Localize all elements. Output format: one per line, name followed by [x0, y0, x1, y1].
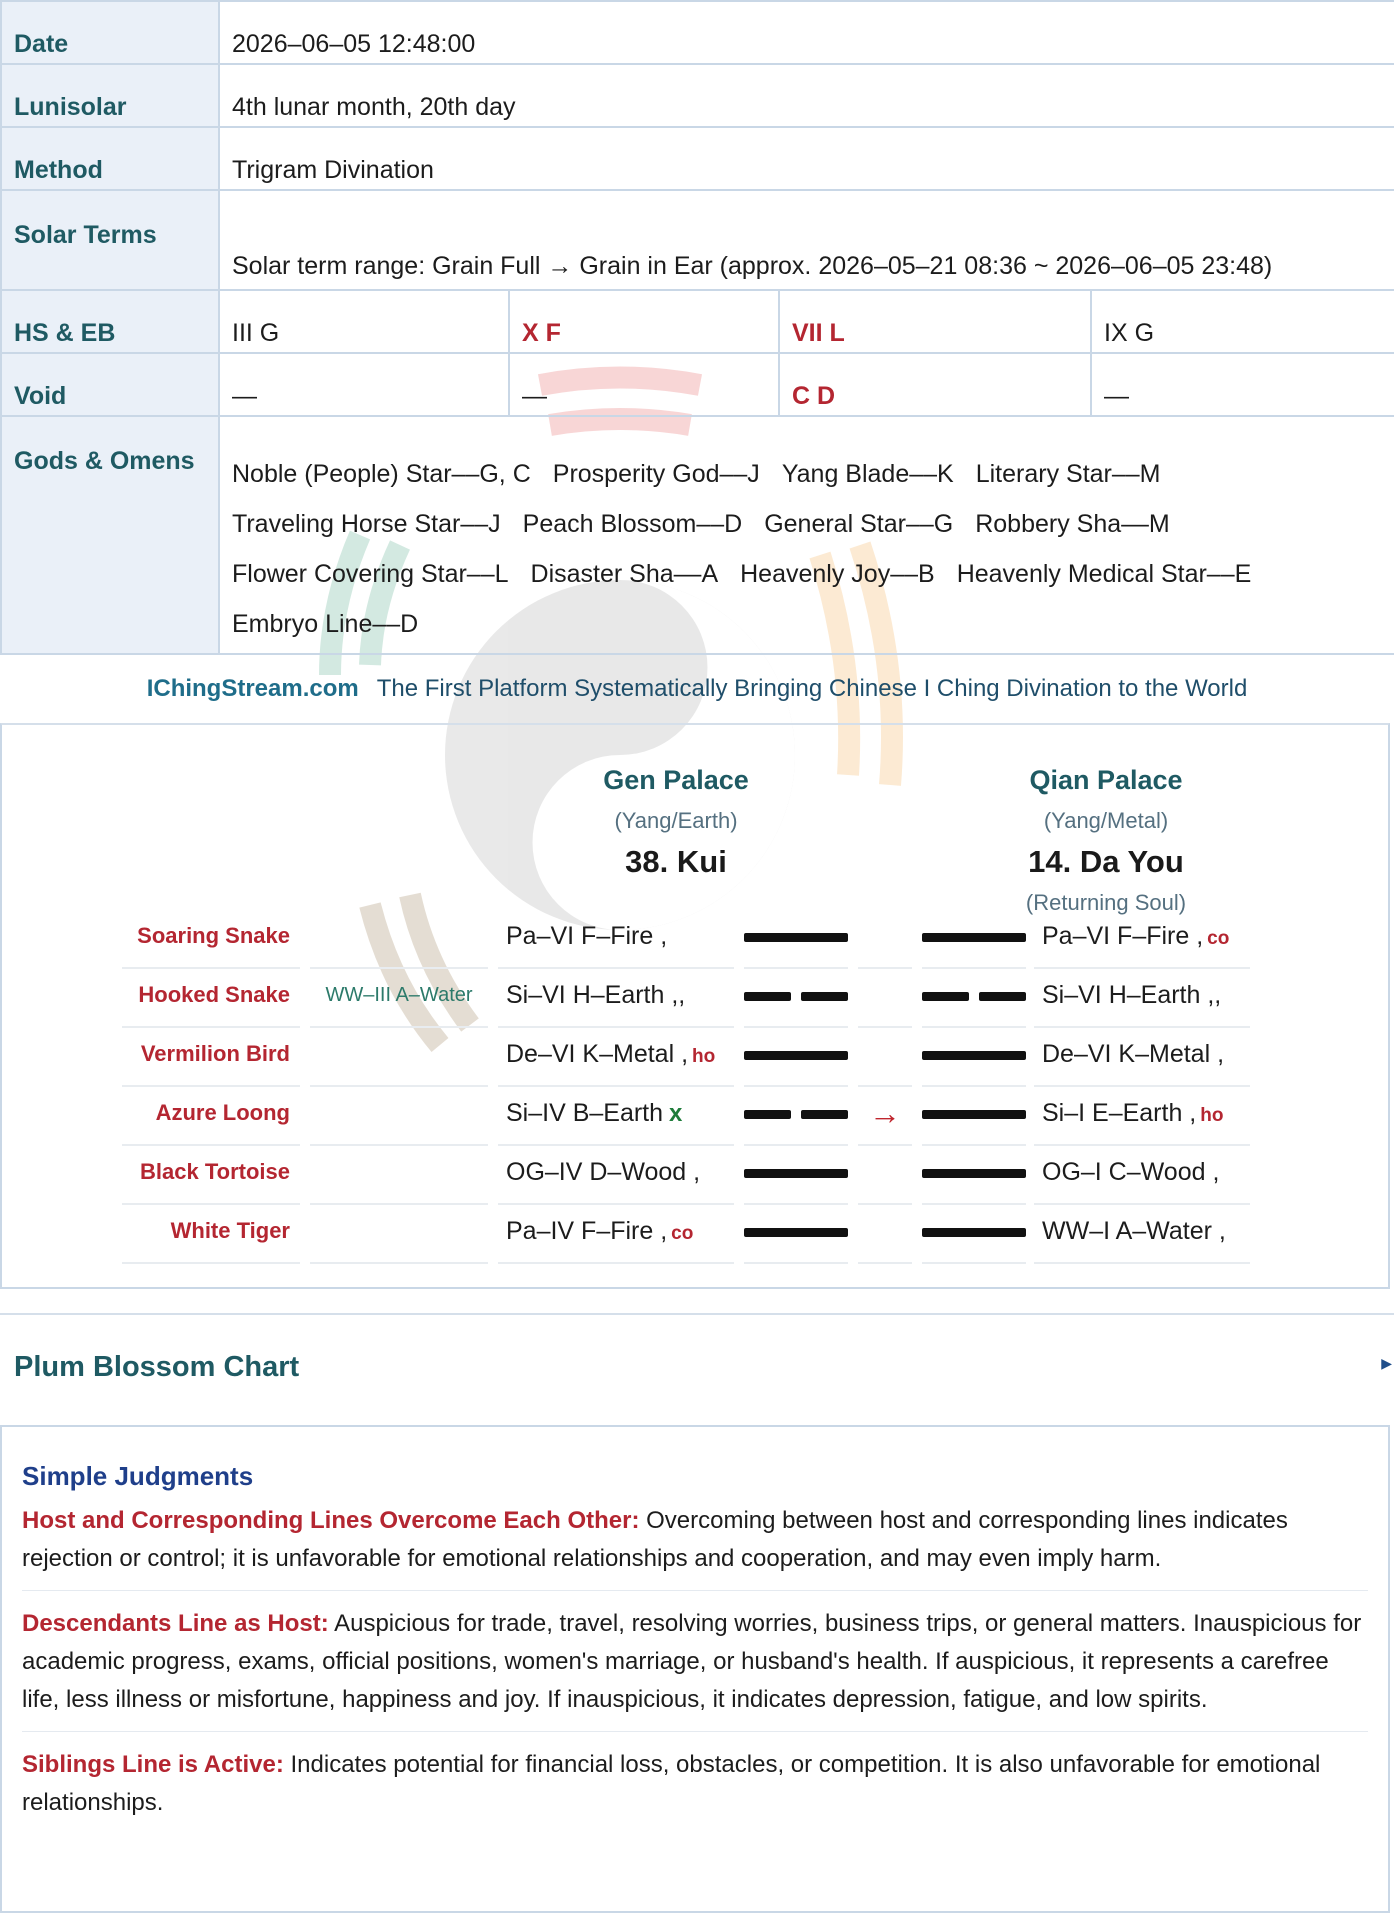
judgment-key: Host and Corresponding Lines Overcome Each Other:: [22, 1507, 640, 1534]
hexagram-line-row: [122, 911, 1272, 969]
changed-line-label: [1034, 1029, 1250, 1087]
omen-item: Heavenly Joy––B: [740, 560, 935, 588]
judgments-panel: [0, 1425, 1390, 1913]
changed-line-label: [1034, 1206, 1250, 1264]
changed-line-label: [1034, 970, 1250, 1028]
original-line-label: [498, 911, 734, 969]
changed-line-label: [1034, 911, 1250, 969]
line-segment: [744, 1110, 791, 1119]
hexagram-line-row: [122, 1088, 1272, 1146]
hseb-day: VII L: [779, 290, 1091, 353]
line-mark: ho: [1200, 1105, 1224, 1126]
judgment-key: Descendants Line as Host:: [22, 1610, 329, 1637]
hseb-label: HS & EB: [1, 290, 219, 353]
line-segment: [922, 933, 1026, 942]
hidden-spirit-label: [310, 911, 488, 969]
six-spirit-label: Soaring Snake: [122, 911, 300, 969]
void-day: C D: [779, 353, 1091, 416]
line-segment: [922, 1169, 1026, 1178]
judgment-key: Siblings Line is Active:: [22, 1751, 284, 1778]
hexagram-line-row: [122, 970, 1272, 1028]
hseb-hour: IX G: [1091, 290, 1394, 353]
original-line-label: [498, 1206, 734, 1264]
original-line-text: OG–IV D–Wood ,: [506, 1158, 701, 1186]
triangle-right-icon[interactable]: ▶: [1381, 1355, 1392, 1371]
hseb-month: X F: [509, 290, 779, 353]
changed-hexagram-header: [966, 765, 1246, 916]
yin-line-bar: [744, 970, 848, 1028]
judgment-item: [22, 1502, 1368, 1591]
info-table: [0, 0, 1394, 655]
original-line-text: De–VI K–Metal ,: [506, 1040, 689, 1068]
method-label: Method: [1, 127, 219, 190]
site-link[interactable]: IChingStream.com: [146, 675, 359, 702]
omen-item: Embryo Line––D: [232, 610, 419, 638]
yang-line-bar: [922, 1029, 1026, 1087]
left-palace: Gen Palace: [603, 765, 749, 795]
hexagram-line-row: [122, 1147, 1272, 1205]
hexagram-line-row: [122, 1029, 1272, 1087]
yang-line-bar: [744, 911, 848, 969]
yang-line-bar: [922, 1206, 1026, 1264]
line-segment: [744, 1228, 848, 1237]
changed-line-label: [1034, 1147, 1250, 1205]
six-spirit-label: White Tiger: [122, 1206, 300, 1264]
original-line-text: Si–VI H–Earth ,,: [506, 981, 686, 1009]
line-segment: [922, 1051, 1026, 1060]
omen-item: Literary Star––M: [975, 460, 1161, 488]
omen-item: Yang Blade––K: [781, 460, 954, 488]
right-element: (Yang/Metal): [1043, 808, 1169, 833]
line-segment: [801, 992, 848, 1001]
hidden-spirit-label: [310, 1147, 488, 1205]
yang-line-bar: [922, 1088, 1026, 1146]
yang-line-bar: [922, 911, 1026, 969]
line-segment: [744, 1169, 848, 1178]
changed-line-text: Si–VI H–Earth ,,: [1042, 981, 1222, 1009]
omen-item: General Star––G: [764, 510, 954, 538]
returning-soul-note: (Returning Soul): [1025, 890, 1187, 915]
omen-item: Heavenly Medical Star––E: [956, 560, 1252, 588]
date-label: Date: [1, 1, 219, 64]
tagline-text: The First Platform Systematically Bringing Chinese I Ching Divination to the World: [376, 675, 1248, 702]
moving-line-mark: x: [669, 1100, 683, 1127]
change-arrow-icon: [858, 911, 912, 969]
line-segment: [744, 933, 848, 942]
changed-line-text: Pa–VI F–Fire ,: [1042, 922, 1204, 950]
changed-line-text: De–VI K–Metal ,: [1042, 1040, 1225, 1068]
void-hour: —: [1091, 353, 1394, 416]
line-segment: [979, 992, 1026, 1001]
hidden-spirit-label: [310, 1206, 488, 1264]
change-arrow-icon: [858, 1206, 912, 1264]
omen-item: Peach Blossom––D: [522, 510, 743, 538]
changed-line-text: WW–I A–Water ,: [1042, 1217, 1226, 1245]
omen-item: Traveling Horse Star––J: [232, 510, 501, 538]
tagline: [0, 655, 1394, 723]
yang-line-bar: [744, 1206, 848, 1264]
method-value: Trigram Divination: [219, 127, 1394, 190]
judgment-item: [22, 1746, 1368, 1834]
right-palace: Qian Palace: [1029, 765, 1183, 795]
changed-line-text: OG–I C–Wood ,: [1042, 1158, 1220, 1186]
void-month: —: [509, 353, 779, 416]
void-year: —: [219, 353, 509, 416]
judgment-text: Indicates potential for financial loss, obstacles, or competition. It is also unfavorable for emotional relationships.: [22, 1751, 1321, 1816]
left-hexagram-name: 38. Kui: [625, 844, 727, 879]
changed-line-text: Si–I E–Earth ,: [1042, 1099, 1197, 1127]
date-value: 2026–06–05 12:48:00: [219, 1, 1394, 64]
omen-item: Noble (People) Star––G, C: [232, 460, 531, 488]
original-line-text: Pa–VI F–Fire ,: [506, 922, 668, 950]
omen-item: Robbery Sha––M: [975, 510, 1170, 538]
omen-item: Disaster Sha––A: [530, 560, 719, 588]
original-line-text: Si–IV B–Earth: [506, 1099, 664, 1127]
judgment-text: Overcoming between host and corresponding lines indicates rejection or control; it is unfavorable for emotional relationships and cooperation, and may even imply harm.: [22, 1507, 1288, 1572]
original-line-text: Pa–IV F–Fire ,: [506, 1217, 668, 1245]
line-segment: [922, 1228, 1026, 1237]
six-spirit-label: Vermilion Bird: [122, 1029, 300, 1087]
six-spirit-label: Black Tortoise: [122, 1147, 300, 1205]
hidden-spirit-label: WW–III A–Water: [310, 970, 488, 1028]
line-segment: [744, 1051, 848, 1060]
six-spirit-label: Hooked Snake: [122, 970, 300, 1028]
hidden-spirit-label: [310, 1029, 488, 1087]
original-line-label: [498, 1029, 734, 1087]
gods-omens-list: [219, 416, 1394, 654]
right-hexagram-name: 14. Da You: [1028, 844, 1184, 879]
judgment-item: [22, 1605, 1368, 1732]
original-line-label: [498, 970, 734, 1028]
lunisolar-value: 4th lunar month, 20th day: [219, 64, 1394, 127]
yang-line-bar: [744, 1029, 848, 1087]
line-segment: [922, 992, 969, 1001]
original-hexagram-header: [536, 765, 816, 880]
hexagram-panel: [0, 723, 1390, 1289]
yin-line-bar: [744, 1088, 848, 1146]
original-line-label: [498, 1088, 734, 1146]
solar-terms-label: Solar Terms: [1, 190, 219, 290]
change-arrow-icon: [858, 1147, 912, 1205]
change-arrow-icon: [858, 1029, 912, 1087]
hseb-year: III G: [219, 290, 509, 353]
six-spirit-label: Azure Loong: [122, 1088, 300, 1146]
hexagram-line-row: [122, 1206, 1272, 1264]
omen-item: Prosperity God––J: [552, 460, 760, 488]
line-mark: co: [1207, 928, 1230, 949]
line-mark: co: [671, 1223, 694, 1244]
gods-omens-label: Gods & Omens: [1, 416, 219, 654]
yin-line-bar: [922, 970, 1026, 1028]
change-arrow-icon: [858, 970, 912, 1028]
change-arrow-icon: →: [858, 1088, 912, 1146]
line-mark: ho: [692, 1046, 716, 1067]
void-label: Void: [1, 353, 219, 416]
plum-blossom-title: Plum Blossom Chart: [14, 1351, 300, 1383]
judgments-title: Simple Judgments: [22, 1461, 254, 1491]
solar-terms-value: Solar term range: Grain Full → Grain in Ear (approx. 2026–05–21 08:36 ~ 2026–06–05 23:48): [219, 190, 1394, 290]
line-segment: [922, 1110, 1026, 1119]
lunisolar-label: Lunisolar: [1, 64, 219, 127]
line-segment: [801, 1110, 848, 1119]
original-line-label: [498, 1147, 734, 1205]
line-segment: [744, 992, 791, 1001]
judgment-text: Auspicious for trade, travel, resolving worries, business trips, or general matters. Inauspicious for academic progress, exams, official positions, women's marriage, or husband's health. If auspicious, it represents a carefree life, less illness or misfortune, happiness and joy. If inauspicious, it indicates depression, fatigue, and low spirits.: [22, 1610, 1362, 1713]
yang-line-bar: [744, 1147, 848, 1205]
left-element: (Yang/Earth): [614, 808, 738, 833]
omen-item: Flower Covering Star––L: [232, 560, 509, 588]
changed-line-label: [1034, 1088, 1250, 1146]
hidden-spirit-label: [310, 1088, 488, 1146]
plum-blossom-header[interactable]: [0, 1313, 1394, 1425]
yang-line-bar: [922, 1147, 1026, 1205]
